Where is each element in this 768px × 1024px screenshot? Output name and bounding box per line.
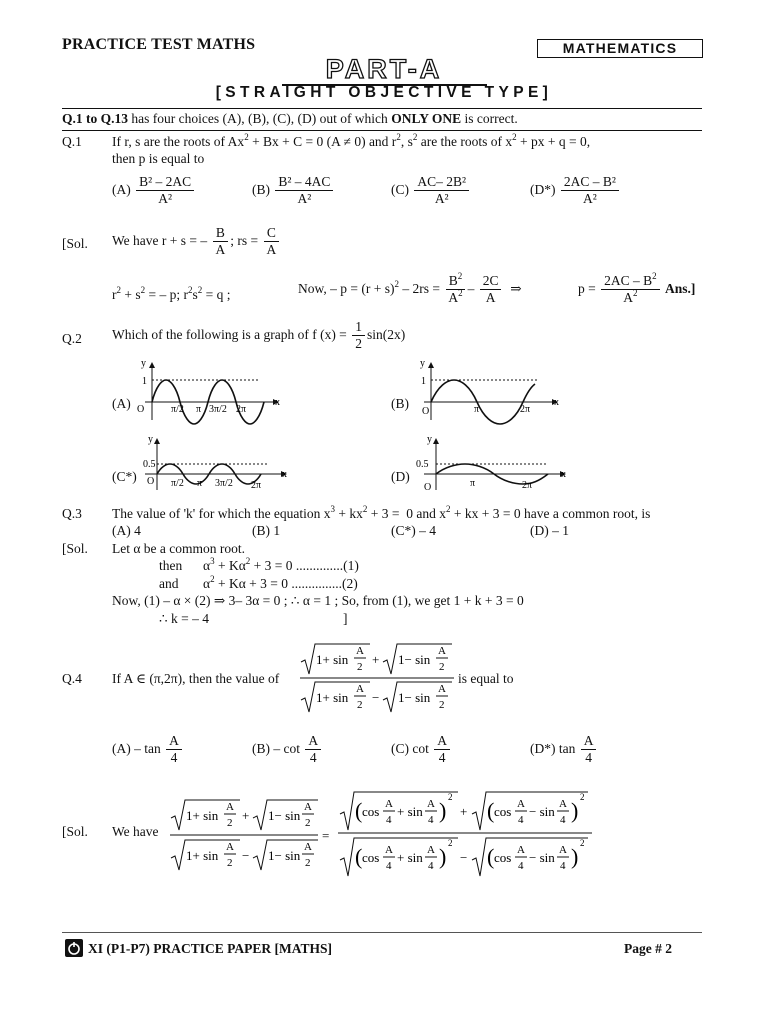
sol-rhs — [338, 792, 592, 876]
q3-sol-line5: ∴ k = – 4 — [159, 611, 209, 626]
denominator: $A^2$ — [448, 288, 463, 306]
math-text: 1− sin — [398, 652, 431, 667]
tick-label: π — [474, 404, 480, 415]
denominator: A — [485, 290, 496, 306]
radicals — [300, 644, 454, 712]
denominator: 4 — [309, 750, 317, 766]
q2-text-after: sin(2x) — [366, 326, 406, 342]
numerator: B — [213, 226, 228, 242]
math-text: 1+ sin — [316, 690, 349, 705]
numerator: AC– 2B² — [414, 175, 469, 191]
q1-option-a — [112, 175, 196, 206]
denominator: A² — [297, 191, 312, 207]
math-text: A — [427, 798, 435, 810]
tick-label: π — [196, 404, 202, 415]
math-text: 2 — [357, 699, 363, 711]
q4-number: Q.4 — [62, 671, 82, 686]
numerator: A — [305, 734, 321, 750]
q3-sol-close: ] — [343, 611, 348, 626]
math-text: 2 — [305, 817, 311, 829]
math-text: + — [242, 808, 250, 823]
math-text: + — [460, 804, 468, 819]
math-text: − — [460, 850, 468, 865]
numerator: 2AC – B² — [561, 175, 619, 191]
q4-sol-label: [Sol. — [62, 824, 88, 839]
q3-sol-and: and — [159, 576, 179, 591]
math-text: 4 — [560, 860, 566, 872]
footer-divider — [62, 932, 702, 933]
q3-sol-line1: Let α be a common root. — [112, 541, 246, 556]
math-text: cos — [362, 804, 380, 819]
y-axis-arrow — [149, 362, 155, 368]
q1-number: Q.1 — [62, 134, 82, 149]
graph-d — [414, 432, 574, 494]
instruction-range: Q.1 to Q.13 — [62, 111, 128, 126]
math-text: A — [559, 844, 567, 856]
math-text: + — [372, 652, 380, 667]
sol-text: p = — [578, 280, 596, 296]
q4-option-d — [530, 734, 598, 765]
math-text: − sin — [529, 804, 555, 819]
math-text: ( — [355, 844, 363, 869]
fraction — [480, 274, 502, 305]
q4-sol-we-have: We have — [112, 824, 159, 839]
option-label: (D*) — [530, 181, 556, 197]
math-text: 1− sin — [268, 808, 301, 823]
tick-label: 2π — [522, 480, 533, 491]
denominator: 4 — [170, 750, 178, 766]
sol-text: Now, – $p = (r + s)^2 - 2rs$ = — [298, 278, 440, 296]
graph-c — [135, 432, 295, 494]
amp-label: 1 — [142, 376, 147, 387]
denominator: A — [215, 242, 226, 258]
fraction — [264, 226, 280, 257]
denominator: A² — [158, 191, 173, 207]
y-label: y — [420, 358, 425, 369]
math-text: 2 — [439, 661, 445, 673]
graph-b-label: (B) — [391, 396, 409, 411]
math-text: 1+ sin — [316, 652, 349, 667]
fraction — [601, 271, 660, 306]
graph-c-label: (C*) — [112, 469, 137, 484]
q4-expression — [298, 636, 458, 720]
footer-title: XI (P1-P7) PRACTICE PAPER [MATHS] — [88, 941, 332, 956]
math-text: A — [517, 798, 525, 810]
math-text: ) — [439, 844, 447, 869]
q1-option-c — [391, 175, 471, 206]
denominator: 4 — [585, 750, 592, 766]
origin-label: O — [424, 482, 432, 493]
math-text: A — [226, 801, 234, 813]
origin-label: O — [137, 404, 145, 415]
math-text: A — [517, 844, 525, 856]
q1-option-b — [252, 175, 335, 206]
x-label: x — [554, 397, 559, 408]
math-text: A — [356, 645, 364, 657]
sol-text: We have r + s = – — [112, 232, 208, 248]
numerator: 1 — [352, 320, 365, 336]
q4-sol-expression — [168, 790, 598, 880]
math-text: cos — [494, 804, 512, 819]
origin-label: O — [147, 476, 155, 487]
answer-mark: Ans.] — [665, 280, 696, 296]
numerator: B² – 2AC — [136, 175, 194, 191]
denominator: $A^2$ — [623, 288, 638, 306]
instruction-text: has four choices (A), (B), (C), (D) out of which — [128, 111, 392, 126]
math-text: 2 — [448, 838, 453, 848]
fraction — [213, 226, 229, 257]
math-text: 2 — [305, 857, 311, 869]
q3-sol-label: [Sol. — [62, 541, 88, 556]
x-label: x — [561, 469, 566, 480]
math-text: cos — [362, 850, 380, 865]
fraction — [561, 175, 619, 206]
divider — [62, 108, 702, 109]
y-axis-arrow — [433, 438, 439, 444]
q4-option-c — [391, 734, 452, 765]
divider — [62, 130, 702, 131]
y-label: y — [148, 434, 153, 445]
math-text: ) — [571, 844, 579, 869]
numerator: 2C — [480, 274, 502, 290]
math-text: 4 — [518, 860, 524, 872]
tick-label: 2π — [520, 404, 531, 415]
math-text: A — [438, 683, 446, 695]
numerator: C — [264, 226, 279, 242]
option-label: (C) cot — [391, 740, 429, 756]
tick-label: 2π — [236, 404, 247, 415]
math-text: + sin — [397, 850, 423, 865]
math-text: A — [385, 798, 393, 810]
tick-label: π — [197, 478, 203, 489]
q4-question-tail: is equal to — [458, 671, 514, 686]
option-label: (A) – tan — [112, 740, 161, 756]
q1-sol-line2a: $r^2 + s^2$ = – p; $r^2s^2 = q$ ; — [112, 285, 231, 302]
q4-option-a — [112, 734, 184, 765]
numerator: A — [434, 734, 450, 750]
fraction — [275, 175, 333, 206]
math-text: 1+ sin — [186, 848, 219, 863]
tick-label: π/2 — [171, 478, 184, 489]
q3-sol-eq2: $\alpha^2 + K\alpha + 3 = 0$ ...............(2) — [203, 574, 358, 591]
q1-sol-answer — [578, 271, 696, 306]
tick-label: 2π — [251, 480, 262, 491]
graph-d-label: (D) — [391, 469, 410, 484]
math-text: A — [438, 645, 446, 657]
q3-option-c: (C*) – 4 — [391, 523, 436, 538]
math-text: 2 — [227, 857, 233, 869]
q1-question: If r, s are the roots of $Ax^2 + Bx + C = 0$ (A ≠ 0) and $r^2$, $s^2$ are the roots of $x^2$ + px + q = 0, — [112, 132, 591, 149]
math-text: + sin — [397, 804, 423, 819]
equals-sign: = — [322, 828, 330, 843]
part-heading: PART-A — [325, 54, 443, 84]
tick-label: 3π/2 — [215, 478, 233, 489]
y-label: y — [141, 358, 146, 369]
math-text: − — [242, 848, 250, 863]
q1-sol-label: [Sol. — [62, 236, 88, 251]
q4-option-b — [252, 734, 323, 765]
q2-number: Q.2 — [62, 331, 82, 346]
amp-label: 1 — [421, 376, 426, 387]
q2-question — [112, 320, 405, 351]
y-axis-arrow — [154, 438, 160, 444]
amp-label: 0.5 — [416, 459, 429, 470]
math-text: 2 — [448, 792, 453, 802]
fraction — [414, 175, 469, 206]
x-label: x — [275, 397, 280, 408]
q2-text: Which of the following is a graph of f (x) = — [112, 326, 347, 342]
fraction — [352, 320, 365, 351]
fraction — [305, 734, 321, 765]
instruction-emphasis: ONLY ONE — [391, 111, 462, 126]
math-text: 2 — [439, 699, 445, 711]
sol-text: ; rs = — [230, 232, 259, 248]
math-text: 1+ sin — [186, 808, 219, 823]
fraction — [136, 175, 194, 206]
instruction — [62, 111, 518, 127]
q1-sol-line1 — [112, 226, 281, 257]
option-label: (C) — [391, 181, 409, 197]
instruction-tail: is correct. — [461, 111, 518, 126]
section-subtitle: [STRAIGHT OBJECTIVE TYPE] — [215, 84, 553, 101]
math-text: A — [304, 841, 312, 853]
math-text: 2 — [227, 817, 233, 829]
tick-label: 3π/2 — [209, 404, 227, 415]
q3-sol-eq1: $\alpha^3 + K\alpha^2 + 3 = 0$ ..............(1) — [203, 556, 359, 573]
graph-a-label: (A) — [112, 396, 131, 411]
q4-question: If A ∈ (π,2π), then the value of — [112, 671, 280, 686]
math-text: 4 — [428, 860, 434, 872]
option-label: (D*) tan — [530, 740, 576, 756]
numerator: $2AC - B^2$ — [601, 274, 660, 290]
math-text: A — [226, 841, 234, 853]
math-text: 2 — [580, 838, 585, 848]
math-text: ( — [355, 798, 363, 823]
tick-label: π — [470, 478, 476, 489]
q3-sol-line4: Now, (1) – α × (2) ⇒ 3– 3α = 0 ; ∴ α = 1 ; So, from (1), we get 1 + k + 3 = 0 — [112, 593, 524, 608]
option-label: (B) – cot — [252, 740, 300, 756]
math-text: 4 — [386, 860, 392, 872]
math-text: 2 — [580, 792, 585, 802]
math-text: 4 — [560, 814, 566, 826]
math-text: ( — [487, 844, 495, 869]
option-label: (B) — [252, 181, 270, 197]
denominator: A² — [434, 191, 449, 207]
math-text: − — [372, 690, 380, 705]
q1-sol-line2b: Now, – $p = (r + s)^2 - 2rs$ = $\frac{B^2}{A^2}$ – $\frac{2C}{A}$ ⇒ — [298, 271, 522, 306]
denominator: 4 — [438, 750, 446, 766]
sol-lhs — [170, 800, 329, 870]
numerator: A — [581, 734, 597, 750]
q3-question: The value of 'k' for which the equation $x^3 + kx^2 + 3 = 0$ and $x^2$ + kx + 3 = 0 have a common root, is — [112, 504, 651, 521]
page-number: Page # 2 — [624, 941, 672, 956]
math-text: 4 — [428, 814, 434, 826]
math-text: − sin — [529, 850, 555, 865]
option-label: (A) — [112, 181, 131, 197]
math-text: A — [385, 844, 393, 856]
math-text: 1− sin — [398, 690, 431, 705]
math-text: cos — [494, 850, 512, 865]
graph-a — [135, 356, 285, 426]
fraction — [434, 734, 450, 765]
math-text: A — [356, 683, 364, 695]
y-axis-arrow — [428, 362, 434, 368]
denominator: A² — [583, 191, 597, 207]
amp-label: 0.5 — [143, 459, 156, 470]
q1-option-d — [530, 175, 621, 206]
y-label: y — [427, 434, 432, 445]
page-header-title: PRACTICE TEST MATHS — [62, 36, 256, 53]
math-text: 4 — [518, 814, 524, 826]
q3-option-d: (D) – 1 — [530, 523, 569, 538]
q3-option-b: (B) 1 — [252, 523, 281, 538]
q1-question-line2: then p is equal to — [112, 151, 205, 166]
numerator: A — [166, 734, 182, 750]
denominator: A — [266, 242, 277, 258]
math-text: 4 — [386, 814, 392, 826]
math-text: ( — [487, 798, 495, 823]
denominator: 2 — [355, 336, 362, 352]
q3-option-a: (A) 4 — [112, 523, 141, 538]
fraction — [445, 271, 465, 306]
graph-b — [414, 356, 564, 426]
numerator: $B^2$ — [446, 274, 466, 290]
numerator: B² – 4AC — [275, 175, 333, 191]
math-text: ) — [571, 798, 579, 823]
x-label: x — [282, 469, 287, 480]
math-text: 2 — [357, 661, 363, 673]
q3-sol-then: then — [159, 558, 183, 573]
publisher-logo-icon — [64, 938, 84, 958]
tick-label: π/2 — [171, 404, 184, 415]
origin-label: O — [422, 406, 430, 417]
math-text: ) — [439, 798, 447, 823]
math-text: 1− sin — [268, 848, 301, 863]
subject-box: MATHEMATICS — [537, 39, 703, 58]
math-text: A — [304, 801, 312, 813]
fraction — [166, 734, 182, 765]
math-text: A — [427, 844, 435, 856]
q3-number: Q.3 — [62, 506, 82, 521]
math-text: A — [559, 798, 567, 810]
fraction — [581, 734, 597, 765]
